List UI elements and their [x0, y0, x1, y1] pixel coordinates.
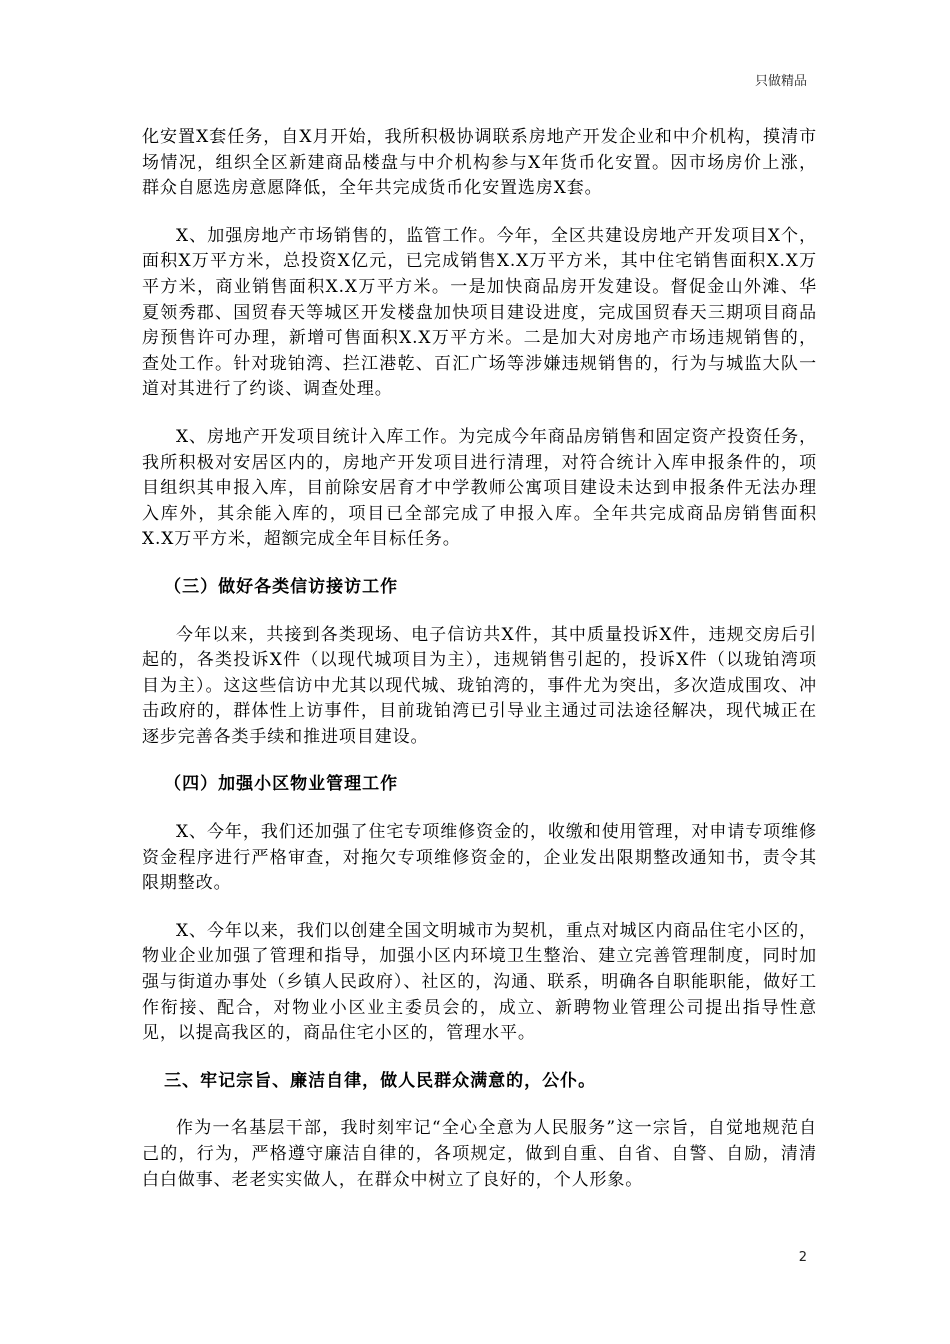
header-note: 只做精品	[754, 74, 807, 89]
section-heading-main-3: 三、牢记宗旨、廉洁自律，做人民群众满意的，公仆。	[164, 1070, 597, 1091]
paragraph-5: X、今年，我们还加强了住宅专项维修资金的，收缴和使用管理，对申请专项维修资金程序进行严格审查，对拖欠专项维修资金的，企业发出限期整改通知书，责令其限期整改。	[142, 822, 817, 894]
paragraph-4: 今年以来，共接到各类现场、电子信访共X件，其中质量投诉X件，违规交房后引起的，各类投诉X件（以现代城项目为主），违规销售引起的，投诉X件（以珑铂湾项目为主）。这这些信访中尤其以现代城、珑铂湾的，事件尤为突出，多次造成围攻、冲击政府的，群体性上访事件，目前珑铂湾已引导业主通过司法途径解决，现代城正在逐步完善各类手续和推进项目建设。	[142, 624, 817, 747]
paragraph-2: X、加强房地产市场销售的，监管工作。今年，全区共建设房地产开发项目X个，面积X万平方米，总投资X亿元，已完成销售X.X万平方米，其中住宅销售面积X.X万平方米，商业销售面积X.X万平方米。一是加快商品房开发建设。督促金山外滩、华夏领秀郡、国贸春天等城区开发楼盘加快项目建设进度，完成国贸春天三期项目商品房预售许可办理，新增可售面积X.X万平方米。二是加大对房地产市场违规销售的，查处工作。针对珑铂湾、拦江港乾、百汇广场等涉嫌违规销售的，行为与城监大队一道对其进行了约谈、调查处理。	[142, 225, 817, 400]
paragraph-1: 化安置X套任务，自X月开始，我所积极协调联系房地产开发企业和中介机构，摸清市场情况，组织全区新建商品楼盘与中介机构参与X年货币化安置。因市场房价上涨，群众自愿选房意愿降低，全年共完成货币化安置选房X套。	[142, 127, 817, 199]
section-heading-3: （三）做好各类信访接访工作	[164, 576, 399, 597]
paragraph-6: X、今年以来，我们以创建全国文明城市为契机，重点对城区内商品住宅小区的，物业企业加强了管理和指导，加强小区内环境卫生整治、建立完善管理制度，同时加强与街道办事处（乡镇人民政府）、社区的，沟通、联系，明确各自职能职能，做好工作衔接、配合，对物业小区业主委员会的，成立、新聘物业管理公司提出指导性意见，以提高我区的，商品住宅小区的，管理水平。	[142, 920, 817, 1044]
document-body	[142, 125, 817, 1215]
section-heading-4: （四）加强小区物业管理工作	[164, 774, 399, 795]
paragraph-7: 作为一名基层干部，我时刻牢记“全心全意为人民服务”这一宗旨，自觉地规范自己的，行为，严格遵守廉洁自律的，各项规定，做到自重、自省、自警、自励，清清白白做事、老老实实做人，在群众中树立了良好的，个人形象。	[142, 1118, 817, 1190]
paragraph-3: X、房地产开发项目统计入库工作。为完成今年商品房销售和固定资产投资任务，我所积极对安居区内的，房地产开发项目进行清理，对符合统计入库申报条件的，项目组织其申报入库，目前除安居育才中学教师公寓项目建设未达到申报条件无法办理入库外，其余能入库的，项目已全部完成了申报入库。全年共完成商品房销售面积X.X万平方米，超额完成全年目标任务。	[142, 426, 817, 550]
page-number: 2	[798, 1250, 807, 1265]
